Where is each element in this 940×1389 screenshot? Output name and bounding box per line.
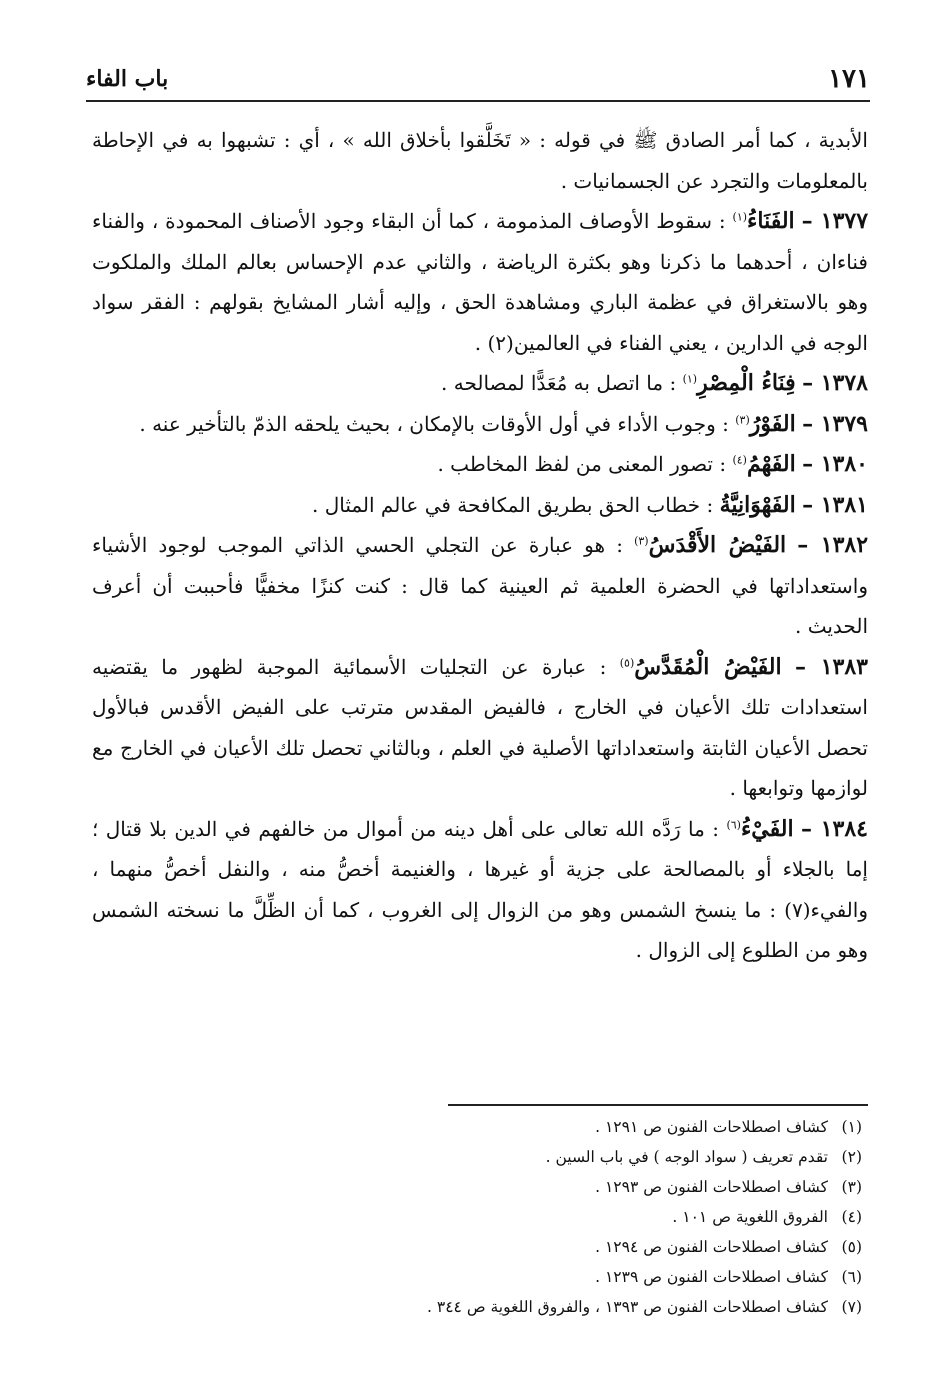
footnote-ref: (٣) bbox=[634, 534, 649, 548]
entry-number: ١٣٨٣ – bbox=[795, 653, 868, 680]
footnote-number: (٦) bbox=[841, 1268, 862, 1286]
entry-definition: : عبارة عن التجليات الأسمائية الموجبة لظهور ما يقتضيه استعدادات تلك الأعيان في الخارج ، فالفيض المقدس مترتب على الفيض الأقدس فبالأول تحصل الأعيان الثابتة واستعداداتها الأصلية في العلم ، وبالثاني تحصل تلك الأعيان في الخارج مع لوازمها وتوابعها . bbox=[92, 654, 868, 800]
footnote-ref: (١) bbox=[682, 372, 698, 386]
footnote-text: كشاف اصطلاحات الفنون ص ١٢٩١ . bbox=[595, 1118, 828, 1136]
entry-term: الفَيْضُ الْمُقَدَّسُ bbox=[634, 653, 782, 680]
footnote-ref: (٣) bbox=[735, 412, 750, 426]
entry-definition: : سقوط الأوصاف المذمومة ، كما أن البقاء وجود الأصناف المحمودة ، والفناء فناءان ، أحدهما ما ذكرنا وهو بكثرة الرياضة ، والثاني عدم الإحساس بعالم الملك والملكوت وهو بالاستغراق في عظمة الباري ومشاهدة الحق ، وإليه أشار المشايخ بقولهم : الفقر سواد الوجه في الدارين ، يعني الفناء في العالمين(٢) . bbox=[92, 209, 868, 355]
footnote-ref: (٤) bbox=[732, 453, 747, 467]
entry-number: ١٣٨٢ – bbox=[797, 532, 869, 558]
entry-number: ١٣٧٨ – bbox=[802, 370, 868, 396]
footnote-number: (٢) bbox=[841, 1148, 862, 1166]
footnote-text: كشاف اصطلاحات الفنون ص ١٢٩٣ . bbox=[595, 1178, 828, 1196]
entry-definition: : خطاب الحق بطريق المكافحة في عالم المثال . bbox=[311, 492, 714, 517]
footnote-item bbox=[302, 1292, 862, 1322]
footnote-divider bbox=[448, 1104, 868, 1106]
footnote-ref: (٥) bbox=[619, 655, 635, 669]
footnote-ref: (١) bbox=[732, 210, 748, 224]
footnote-item bbox=[302, 1172, 862, 1202]
footnote-number: (٥) bbox=[841, 1238, 862, 1256]
footnote-text: كشاف اصطلاحات الفنون ص ١٢٩٤ . bbox=[595, 1238, 828, 1256]
entry-term: فِنَاءُ الْمِصْرِ bbox=[697, 370, 796, 396]
footnotes bbox=[302, 1112, 862, 1322]
entry-1379 bbox=[92, 404, 868, 445]
entry-definition: : وجوب الأداء في أول الأوقات بالإمكان ، بحيث يلحقه الذمّ بالتأخير عنه . bbox=[139, 411, 729, 436]
main-text bbox=[92, 120, 868, 971]
page-header bbox=[86, 62, 870, 102]
entry-1380 bbox=[92, 444, 868, 485]
footnote-text: الفروق اللغوية ص ١٠١ . bbox=[672, 1208, 828, 1226]
entry-definition: : تصور المعنى من لفظ المخاطب . bbox=[437, 452, 727, 476]
entry-1383 bbox=[92, 647, 868, 809]
entry-definition: : هو عبارة عن التجلي الحسي الذاتي الموجب لوجود الأشياء واستعداداتها في الحضرة العلمية ثم العينية كما قال : كنت كنزًا مخفيًّا فأحببت أن أعرف الحديث . bbox=[92, 533, 868, 638]
entry-definition: : ما رَدَّه الله تعالى على أهل دينه من أموال من خالفهم في الدين بلا قتال ؛ إما بالجلاء أو بالمصالحة على جزية أو غيرها ، والغنيمة أخصُّ منه ، والنفل أخصُّ منهما ، والفيء(٧) : ما ينسخ الشمس وهو من الزوال إلى الغروب ، كما أن الظِّلَّ ما نسخته الشمس وهو من الطلوع إلى الزوال . bbox=[92, 816, 868, 962]
entry-term: الفَهْوَانِيَّةُ bbox=[719, 491, 796, 518]
entry-1384 bbox=[92, 809, 868, 971]
entry-1378 bbox=[92, 363, 868, 404]
footnote-number: (٧) bbox=[841, 1298, 862, 1316]
footnote-item bbox=[302, 1142, 862, 1172]
entry-definition: : ما اتصل به مُعَدًّا لمصالحه . bbox=[441, 371, 677, 395]
footnote-number: (٣) bbox=[841, 1178, 862, 1196]
entry-1381 bbox=[92, 485, 868, 526]
entry-number: ١٣٨٠ – bbox=[802, 451, 868, 477]
footnote-ref: (٦) bbox=[726, 817, 741, 831]
footnote-text: تقدم تعريف ( سواد الوجه ) في باب السين . bbox=[545, 1148, 828, 1166]
entry-term: الفَوْرُ bbox=[749, 410, 796, 437]
footnote-number: (٤) bbox=[841, 1208, 862, 1226]
entry-term: الفَيْضُ الأَقْدَسُ bbox=[648, 532, 787, 558]
footnote-item bbox=[302, 1112, 862, 1142]
footnote-number: (١) bbox=[841, 1118, 862, 1136]
footnote-item bbox=[302, 1262, 862, 1292]
footnote-text: كشاف اصطلاحات الفنون ص ١٢٣٩ . bbox=[595, 1268, 828, 1286]
entry-1382 bbox=[92, 525, 868, 647]
paragraph-continuation bbox=[92, 120, 868, 201]
footnote-item bbox=[302, 1232, 862, 1262]
entry-number: ١٣٨١ – bbox=[802, 491, 868, 518]
entry-1377 bbox=[92, 201, 868, 363]
entry-number: ١٣٧٩ – bbox=[802, 410, 868, 437]
footnote-text: كشاف اصطلاحات الفنون ص ١٣٩٣ ، والفروق اللغوية ص ٣٤٤ . bbox=[427, 1298, 828, 1316]
paragraph-text: الأبدية ، كما أمر الصادق ﷺ في قوله : « تَخَلَّقوا بأخلاق الله » ، أي : تشبهوا به في الإحاطة بالمعلومات والتجرد عن الجسمانيات . bbox=[92, 128, 868, 193]
entry-number: ١٣٨٤ – bbox=[801, 815, 868, 842]
entry-number: ١٣٧٧ – bbox=[801, 208, 869, 234]
entry-term: الفَيْءُ bbox=[740, 815, 794, 842]
entry-term: الفَهْمُ bbox=[746, 451, 796, 477]
footnote-item bbox=[302, 1202, 862, 1232]
entry-term: الفَنَاءُ bbox=[747, 208, 795, 234]
page-number: ١٧١ bbox=[828, 64, 870, 94]
running-title: باب الفاء bbox=[86, 66, 169, 92]
